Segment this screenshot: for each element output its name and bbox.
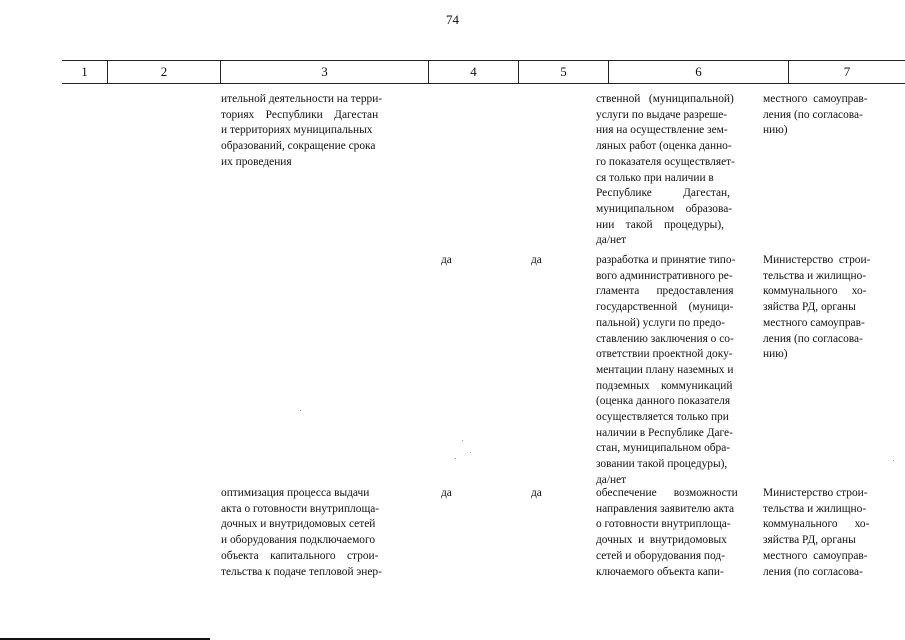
header-col-6: 6	[608, 61, 788, 83]
scan-speck	[300, 410, 301, 411]
row3-col5-text: да	[531, 487, 542, 499]
row2-col5-text: да	[531, 254, 542, 266]
scan-speck	[893, 460, 894, 461]
row3-col4-text: да	[441, 487, 452, 499]
row1-col3-text: ительной деятельности на терри- ториях Республики Дагестан и территориях муниципальных образований, сокращение срока их проведения	[221, 93, 383, 168]
row3-col6-text: обеспечение возможности направления заявителю акта о готовности внутриплоща- дочных и внутридомовых сетей и оборудования под- ключаемого объекта капи-	[596, 487, 738, 578]
row1-col7-text: местного самоуправ- ления (по согласова- нию)	[763, 93, 868, 137]
row2-col7-text: Министерство строи- тельства и жилищно- коммунального хо- зяйства РД, органы местного самоуправ- ления (по согласова- нию)	[763, 254, 871, 361]
header-col-5: 5	[518, 61, 608, 83]
table-header-row	[62, 60, 905, 84]
header-col-1: 1	[81, 64, 88, 79]
scan-speck	[462, 440, 463, 441]
header-col-3: 3	[220, 61, 428, 83]
header-col-2: 2	[107, 61, 220, 83]
scan-speck	[455, 458, 456, 459]
row1-col6-text: ственной (муниципальной) услуги по выдаче разреше- ния на осуществление зем- ляных работ (оценка данно- го показателя осуществляет- ся только при наличии в Республике Дагестан, муниципальном образова- нии такой процедуры), да/нет	[596, 93, 735, 247]
row3-col3-text: оптимизация процесса выдачи акта о готовности внутриплоща- дочных и внутридомовых сетей и оборудования подключаемого объекта капитального строи- тельства к подаче тепловой энер-	[221, 487, 382, 578]
page-number: 74	[446, 12, 459, 27]
scan-speck	[470, 452, 471, 453]
header-col-7: 7	[788, 61, 905, 83]
row3-col7-text: Министерство строи- тельства и жилищно- коммунального хо- зяйства РД, органы местного самоуправ- ления (по согласова-	[763, 487, 870, 578]
row2-col6-text: разработка и принятие типо- вого административного ре- гламента предоставления государственной (муници- пальной) услуги по предо- ставлению заключения о со- ответствии проектной доку- ментации плану наземных и подземных коммуникаций (оценка данного показателя осуществляется только при наличии в Республике Даге- стан, муниципальном обра- зовании такой процедуры), да/нет	[596, 254, 736, 486]
header-col-4: 4	[428, 61, 518, 83]
row2-col4-text: да	[441, 254, 452, 266]
scan-edge-smudge	[0, 632, 210, 640]
